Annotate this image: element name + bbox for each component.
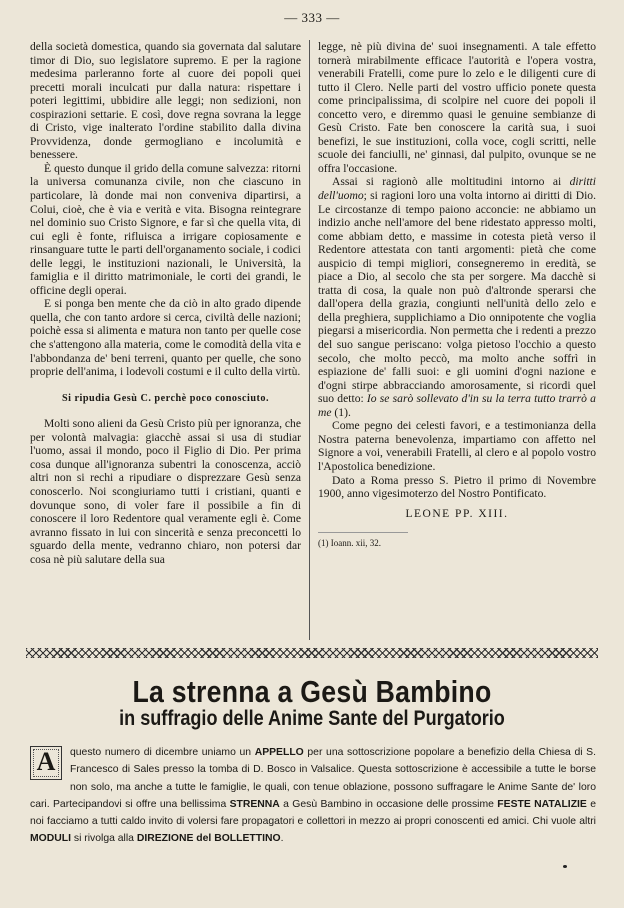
- right-paragraph-4: Dato a Roma presso S. Pietro il primo di Novembre 1900, anno vigesimoterzo del Nostro Pontificato.: [318, 473, 596, 501]
- appeal-text: [30, 744, 596, 848]
- appeal-text-1: questo numero di dicembre uniamo un: [70, 747, 255, 758]
- section-subheading: Si ripudia Gesù C. perchè poco conosciuto.: [61, 392, 270, 404]
- right-paragraph-2: [318, 175, 596, 419]
- appeal-text-2: per una sottoscrizione popolare a benefizio della Chiesa di S. Francesco di Sales presso la tomba di D. Bosco in Valsalice. Questa sottoscrizione è accessibile a tutte le borse non solo, ma anche a tutte le famiglie, le quali, con tenue oblazione, possono suffragare le Anime Sante de' loro cari. Partecipandovi si offre una bellissima: [30, 747, 596, 810]
- appeal-keyword-moduli: MODULI: [30, 833, 71, 845]
- announcement-subtitle: in suffragio delle Anime Sante del Purgatorio: [119, 707, 505, 730]
- page-number: — 333 —: [284, 10, 340, 25]
- scripture-quote: Io se sarò sollevato d'in su la terra tutto trarrò a me: [318, 392, 596, 419]
- signature: LEONE PP. XIII.: [405, 507, 509, 520]
- ornamental-initial: A: [30, 746, 62, 780]
- appeal-text-6: .: [280, 833, 284, 845]
- column-divider: [309, 40, 310, 640]
- left-paragraph-1: della società domestica, quando sia governata dal salutare timor di Dio, suo legislatore supremo. E per la ragione medesima parleranno forte al cuore dei popoli quei precetti morali inculcati pur dalla natura: rispettare i poteri legittimi, ubbidire alle leggi; non sedizioni, non cospirazioni settarie. E così, dove regna sovrana la legge di Cristo, vige inalterato l'ordine stabilito dalla divina Provvidenza, donde germogliano e incolumità e benessere.: [30, 40, 301, 162]
- appeal-keyword-feste: FESTE NATALIZIE: [497, 798, 587, 810]
- right-paragraph-1: legge, nè più divina de' suoi insegnamenti. A tale effetto tornerà mirabilmente efficace l'autorità e l'opera vostra, venerabili Fratelli, come pure lo zelo e le diligenti cure di tutto il Clero. Nelle parti del vostro ufficio ponete questa come principalissima, di scolpire nel cuore dei popoli il concetto vero, e diremmo quasi le genuine sembianze di Gesù Cristo. Fate ben conoscere la carità sua, i suoi benefizi, le sue instituzioni, colla voce, cogli scritti, nelle scuole dei fanciulli, ne' ginnasi, dal pulpito, ovunque se ne offra l'occasione.: [318, 40, 596, 175]
- left-column: [30, 40, 301, 566]
- decorative-border-top: [26, 648, 598, 658]
- rights-of-man-italic: diritti dell'uomo: [318, 175, 596, 203]
- appeal-text-3: a Gesù Bambino in occasione delle prossime: [279, 798, 498, 810]
- appeal-keyword-strenna: STRENNA: [229, 798, 280, 810]
- left-paragraph-4: Molti sono alieni da Gesù Cristo più per ignoranza, che per volontà malvagia: giacchè assai si usa di studiar l'uomo, assai il mondo, poco il Figlio di Dio. Per prima cosa dunque all'ignoranza subentri la conoscenza, acciò altri non si rechi a ripudiare o disprezzare Gesù senza conoscerlo. Noi scongiuriamo tutti i cristiani, quanti e dovunque sono, di voler fare il possibile a fin di conoscere il loro Redentore qual veramente egli è. Come avranno fissato in lui con sincerità e senza preconcetti lo sguardo della mente, vedranno chiaro, non potersi dar cosa nè più salutare della sua: [30, 417, 301, 566]
- end-mark: [563, 865, 567, 868]
- right-column: [318, 40, 596, 551]
- appeal-text-5: si rivolga alla: [70, 833, 137, 845]
- appeal-keyword-appello: APPELLO: [254, 747, 304, 758]
- footnote: (1) Ioann. xii, 32.: [318, 532, 408, 551]
- right-p2-text-b: ; si ragioni loro una volta intorno ai diritti di Dio. Le circostanze di tempo paiono acconcie: ne abbiamo un indizio anche nell'amore del bene ridestato appresso molti, come abbiam detto, e massime in cotesta pietà verso il Redentore attestata con tanti argomenti: pietà che come auspicio di tempi migliori, consegneremo in eredità, se piace a Dio, al secolo che sta per sorgere. Ma dacchè si tratta di cosa, la quale non può d'altronde sperarsi che dall'opera della grazia, congiunti nell'unità dello zelo e della preghiera, supplichiamo a Dio onnipotente che voglia piegarsi a misericordia. Non permetta che i redenti a prezzo del suo sangue periscano: volga pietoso l'occhio a questo secolo, che molto peccò, ma molto anche soffrì in espiazione de' falli suoi: e gli uomini d'ogni nazione e d'ogni stirpe abbracciando amorosamente, si ricordi quel suo detto:: [318, 189, 596, 406]
- appeal-keyword-direzione: DIREZIONE del BOLLETTINO: [136, 833, 281, 845]
- announcement-title: La strenna a Gesù Bambino: [132, 674, 492, 709]
- appeal-text-4: e noi facciamo a tutti caldo invito di volersi fare propagatori e collettori in mezzo ai propri conoscenti ed amici. Chi vuole altri: [30, 798, 596, 828]
- right-paragraph-3: Come pegno dei celesti favori, e a testimonianza della Nostra paterna benevolenza, impartiamo con affetto nel Signore a voi, venerabili Fratelli, al clero e al popolo vostro l'Apostolica benedizione.: [318, 419, 596, 473]
- left-paragraph-3: E si ponga ben mente che da ciò in alto grado dipende quella, che con tanto ardore si cerca, civiltà delle nazioni; poichè essa si alimenta e matura non tanto per quelle cose che s'attengono alla materia, come le comodità della vita e l'abbondanza de' beni terreni, quanto per quelle, che sono proprie dell'anima, i lodevoli costumi e il culto della virtù.: [30, 297, 301, 379]
- left-paragraph-2: È questo dunque il grido della comune salvezza: ritorni la universa comunanza civile, non che ciascuno in particolare, là donde mai non conveniva dipartirsi, a Colui, cioè, che è via e verità e vita. Bisogna reintegrare nel dominio suo Cristo Signore, e far sì che quella vita, di cui egli è fonte, rifluisca a irrigare copiosamente e rinsanguare tutte le parti dell'organamento sociale, i codici delle leggi, le instituzioni nazionali, le Università, la famiglia e il diritto matrimoniale, le corti dei grandi, le officine degli operai.: [30, 161, 302, 297]
- right-p2-text-a: Assai si ragionò alle moltitudini intorno ai: [332, 175, 570, 189]
- right-p2-text-c: (1).: [331, 405, 351, 419]
